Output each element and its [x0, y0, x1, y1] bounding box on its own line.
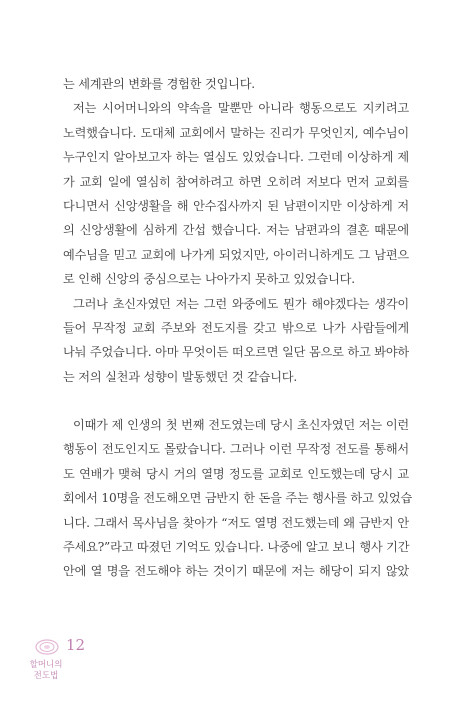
text-line: 안에 열 명을 전도해야 하는 것이기 때문에 저는 해당이 되지 않았 [63, 564, 409, 579]
text-line: 나눠 주었습니다. 아마 무엇이든 떠오르면 일단 몸으로 하고 봐야하 [63, 345, 409, 360]
text-line: 가 교회 일에 열심히 참여하려고 하면 오히려 저보다 먼저 교회를 [63, 174, 409, 189]
text-line: 주세요?”라고 따졌던 기억도 있습니다. 나중에 알고 보니 행사 기간 [63, 540, 410, 555]
text-line: 니다. 그래서 목사님을 찾아가 “저도 열명 전도했는데 왜 금반지 안 [63, 515, 409, 530]
text-line: 회에서 10명을 전도해오면 금반지 한 돈을 주는 행사를 하고 있었습 [63, 491, 413, 506]
text-line: 다니면서 신앙생활을 해 안수집사까지 된 남편이지만 이상하게 저 [63, 198, 409, 213]
text-line: 저는 시어머니와의 약속을 말뿐만 아니라 행동으로도 지키려고 [73, 101, 409, 116]
text-line: 들어 무작정 교회 주보와 전도지를 갖고 밖으로 나가 사람들에게 [63, 320, 409, 335]
paragraph-1 [63, 72, 409, 96]
paragraph-3 [63, 292, 409, 390]
text-line: 는 저의 실천과 성향이 발동했던 것 같습니다. [63, 369, 298, 384]
paragraph-4 [63, 413, 413, 584]
running-title-line: 전도법 [33, 671, 59, 681]
text-line: 도 연배가 맺혀 당시 거의 열명 정도를 교회로 인도했는데 당시 교 [63, 466, 409, 481]
page-number: 12 [66, 636, 86, 654]
text-line: 는 세계관의 변화를 경험한 것입니다. [63, 77, 255, 91]
text-line: 이때가 제 인생의 첫 번째 전도였는데 당시 초신자였던 저는 이런 [73, 418, 409, 433]
text-line: 예수님을 믿고 교회에 나가게 되었지만, 아이러니하게도 그 남편으 [63, 247, 409, 262]
text-line: 의 신앙생활에 심하게 간섭 했습니다. 저는 남편과의 결혼 때문에 [63, 223, 409, 238]
text-line: 그러나 초신자였던 저는 그런 와중에도 뭔가 해야겠다는 생각이 [73, 296, 409, 311]
running-title [26, 660, 66, 682]
running-title-line: 할머니의 [29, 660, 63, 670]
text-line: 행동이 전도인지도 몰랐습니다. 그러나 이런 무작정 전도를 통해서 [63, 442, 409, 457]
flower-ornament-icon [34, 638, 60, 656]
body-text [63, 72, 413, 584]
text-line: 로 인해 신앙의 중심으로는 나아가지 못하고 있었습니다. [63, 272, 355, 287]
paragraph-2 [63, 96, 409, 291]
text-line: 노력했습니다. 도대체 교회에서 말하는 진리가 무엇인지, 예수님이 [63, 125, 409, 140]
page-footer [26, 630, 86, 690]
text-line: 누구인지 알아보고자 하는 열심도 있었습니다. 그런데 이상하게 제 [63, 150, 409, 165]
